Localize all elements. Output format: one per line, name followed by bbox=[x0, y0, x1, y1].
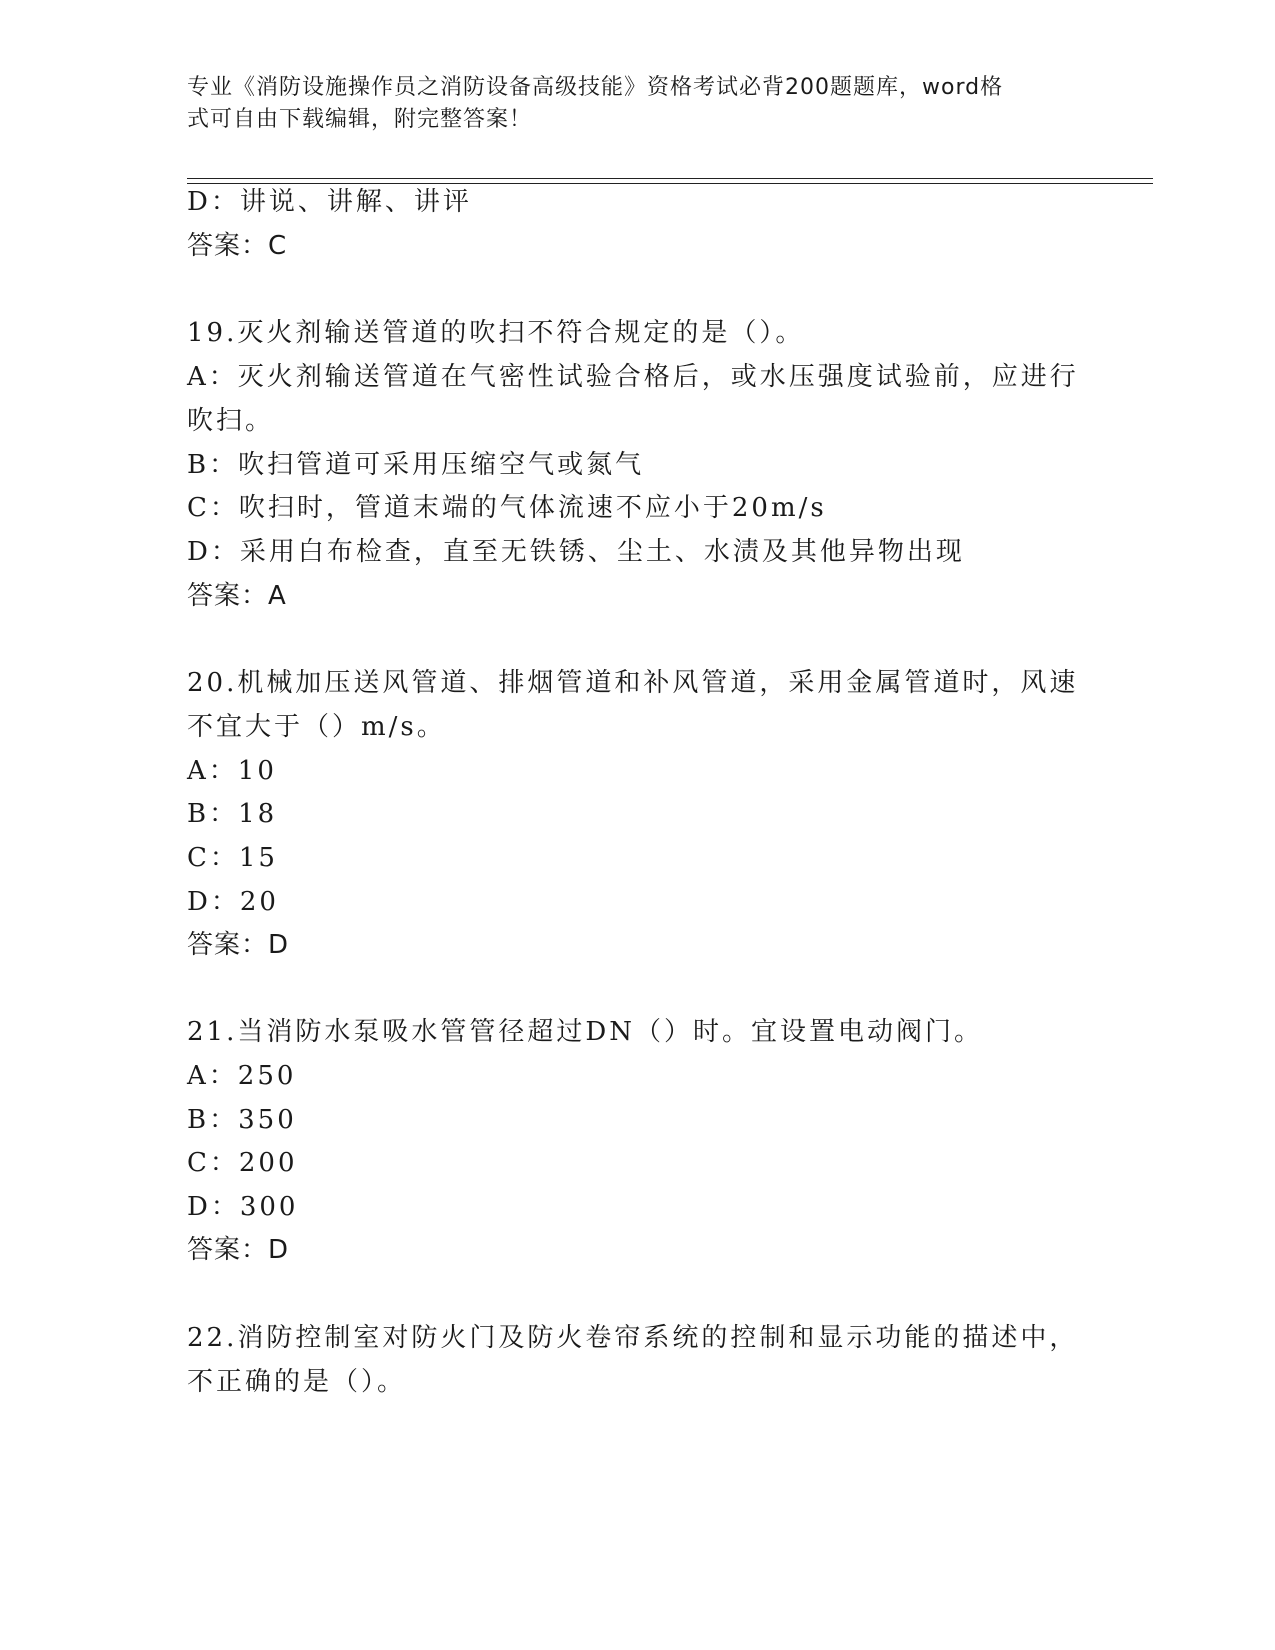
q19-option-c: C：吹扫时，管道末端的气体流速不应小于20m/s bbox=[187, 493, 827, 523]
q21-option-b: B：350 bbox=[187, 1105, 297, 1135]
q19-option-a: A：灭火剂输送管道在气密性试验合格后，或水压强度试验前，应进行 bbox=[187, 362, 1079, 392]
q19-stem: 19.灭火剂输送管道的吹扫不符合规定的是（）。 bbox=[187, 318, 805, 348]
header-divider-top bbox=[187, 178, 1153, 179]
q20-stem: 20.机械加压送风管道、排烟管道和补风管道，采用金属管道时，风速 bbox=[187, 668, 1079, 698]
q20-option-a: A：10 bbox=[187, 756, 277, 786]
q22-stem-cont: 不正确的是（）。 bbox=[187, 1367, 407, 1397]
q20-stem-cont: 不宜大于（）m/s。 bbox=[187, 712, 446, 742]
prev-option-d: D：讲说、讲解、讲评 bbox=[187, 187, 472, 217]
q19-option-a-cont: 吹扫。 bbox=[187, 406, 275, 436]
q19-option-b: B：吹扫管道可采用压缩空气或氮气 bbox=[187, 450, 645, 480]
document-header bbox=[187, 72, 1067, 136]
q20-option-b: B：18 bbox=[187, 799, 278, 829]
q21-option-d: D：300 bbox=[187, 1192, 299, 1222]
q20-option-c: C：15 bbox=[187, 843, 278, 873]
header-line-1: 专业《消防设施操作员之消防设备高级技能》资格考试必背200题题库，word格 bbox=[187, 75, 1004, 100]
q21-answer: 答案：D bbox=[187, 1235, 290, 1265]
q20-answer: 答案：D bbox=[187, 930, 290, 960]
prev-answer: 答案：C bbox=[187, 231, 288, 261]
q21-option-a: A：250 bbox=[187, 1061, 297, 1091]
q21-stem: 21.当消防水泵吸水管管径超过DN（）时。宜设置电动阀门。 bbox=[187, 1017, 983, 1047]
q21-option-c: C：200 bbox=[187, 1148, 298, 1178]
header-line-2: 式可自由下载编辑，附完整答案！ bbox=[187, 107, 533, 132]
q20-option-d: D：20 bbox=[187, 887, 279, 917]
header-divider-bottom bbox=[187, 183, 1153, 184]
q19-answer: 答案：A bbox=[187, 581, 287, 611]
q19-option-d: D：采用白布检查，直至无铁锈、尘土、水渍及其他异物出现 bbox=[187, 537, 965, 567]
q22-stem: 22.消防控制室对防火门及防火卷帘系统的控制和显示功能的描述中， bbox=[187, 1323, 1079, 1353]
